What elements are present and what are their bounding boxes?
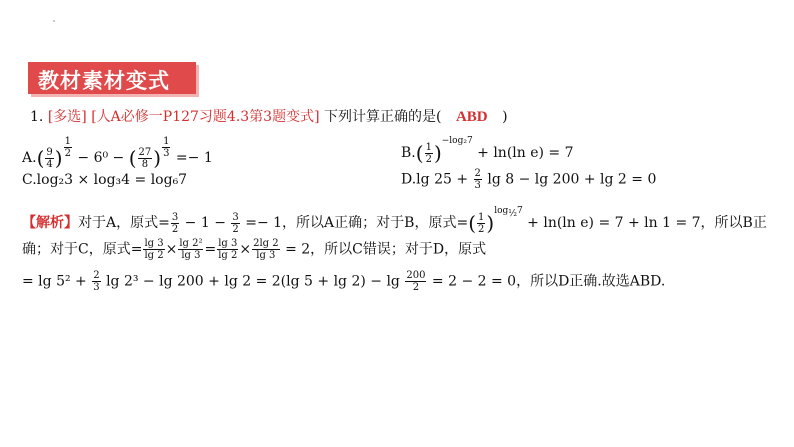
analysis-tag: 【解析】 — [22, 215, 78, 231]
question-answer: ABD — [455, 109, 488, 125]
option-d: D.lg 25 + $\frac{2}{3}$ lg 8 − lg 200 + lg 2 = 0 — [401, 168, 657, 191]
question-source: [人A必修一P127习题4.3第3题变式] — [91, 109, 320, 125]
question-number: 1. — [30, 109, 44, 125]
decorative-dot — [53, 20, 55, 22]
analysis-text: = lg 5² + — [22, 273, 87, 290]
analysis-text: =− 1，所以A正确；对于B，原式= — [245, 215, 469, 231]
question-stem-end: ) — [502, 109, 508, 125]
analysis-text: − 1 − — [184, 215, 226, 231]
question-text: 下列计算正确的是( — [324, 109, 442, 125]
option-b: B.( $\frac{1}{2}$ )$^{-log_27}$ + ln(ln e) = 7 — [401, 136, 574, 165]
analysis-text: = 2，所以C错误；对于D，原式 — [285, 241, 487, 258]
analysis-text: + ln(ln e) = 7 + ln 1 = 7，所以B正 — [527, 215, 767, 231]
option-a: A.( $\frac{9}{4}$ ) $^{\frac{1}{2}}$ − 6⁰ − ( $\frac{27}{8}$ ) $^{\frac{1}{3}}$ =− 1 — [22, 136, 213, 170]
section-title-banner — [28, 62, 196, 94]
analysis-text: = 2 − 2 = 0，所以D正确.故选ABD. — [431, 273, 666, 290]
analysis-text: 对于A，原式= — [78, 215, 170, 231]
option-d-result: lg 8 − lg 200 + lg 2 = 0 — [487, 171, 657, 188]
option-c: C.log₂3 × log₃4 = log₆7 — [22, 172, 188, 188]
option-a-text: − 6⁰ − — [77, 150, 125, 166]
option-d-label: D.lg 25 + — [401, 171, 469, 188]
option-a-label: A. — [22, 150, 37, 166]
option-a-result: =− 1 — [175, 150, 213, 166]
analysis-text: lg 2³ − lg 200 + lg 2 = 2(lg 5 + lg 2) − lg — [106, 273, 400, 290]
analysis-line-1: 【解析】对于A，原式= $\frac{3}{2}$ − 1 − $\frac{3}{2}$ =− 1，所以A正确；对于B，原式=( $\frac{1}{2}$ )$^{log_{\frac{1}{2}}7}$ + ln(ln e) = 7 + ln 1 = 7，所以B正 — [22, 206, 767, 235]
option-b-result: + ln(ln e) = 7 — [477, 145, 574, 161]
analysis-line-2: 确；对于C，原式= $\frac{\lg 3}{\lg 2}$ × $\frac{\text{lg 2²}}{\lg 3}$ = $\frac{\lg 3}{\lg 2}$ × $\frac{2\lg 2}{\lg 3}$ = 2，所以C错误；对于D，原式 — [22, 238, 487, 261]
option-b-exponent: −log₂7 — [441, 136, 473, 146]
analysis-text: 确；对于C，原式= — [22, 241, 143, 258]
question-tag: [多选] — [47, 109, 87, 125]
question-stem — [30, 106, 508, 126]
analysis-line-3: = lg 5² + $\frac{2}{3}$ lg 2³ − lg 200 + lg 2 = 2(lg 5 + lg 2) − lg $\frac{200}{2}$ = 2 − 2 = 0，所以D正确.故选ABD. — [22, 270, 666, 293]
option-b-label: B. — [401, 145, 416, 161]
section-title: 教材素材变式 — [38, 69, 170, 93]
